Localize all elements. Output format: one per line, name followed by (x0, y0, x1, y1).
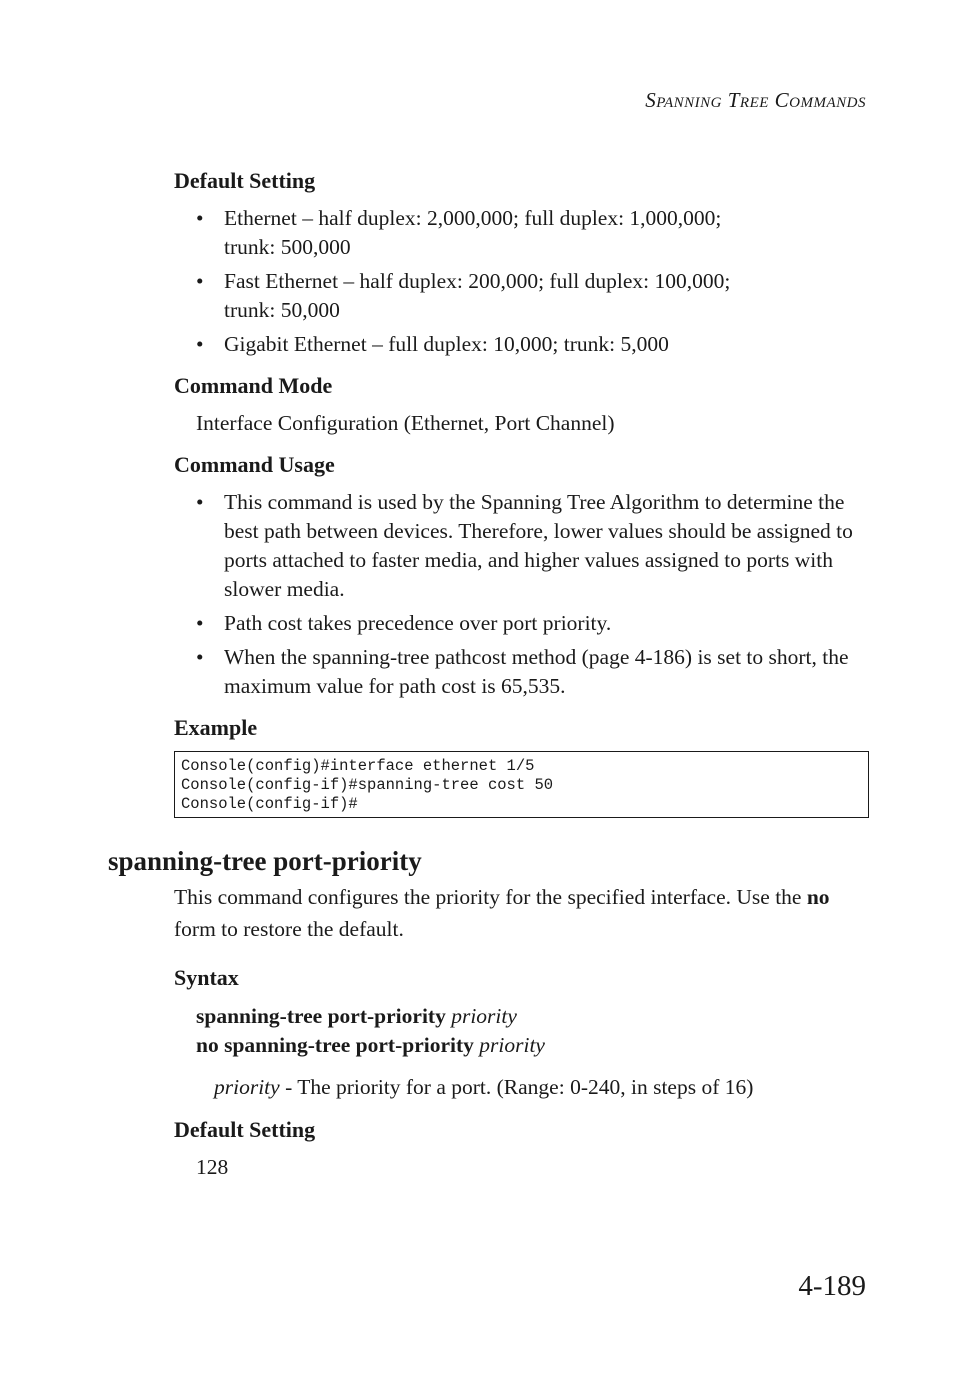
command-usage-list (196, 488, 868, 706)
list-item (196, 204, 876, 262)
bullet-icon: • (196, 332, 204, 356)
parameter-text: - The priority for a port. (Range: 0-240, in steps of 16) (279, 1075, 754, 1099)
parameter-description (214, 1073, 753, 1102)
syntax-line (196, 1031, 545, 1060)
section-intro (174, 881, 864, 945)
page-number: 4-189 (798, 1270, 866, 1302)
bullet-icon: • (196, 611, 204, 635)
intro-text: This command configures the priority for the specified interface. Use the (174, 885, 802, 909)
syntax-parameter: priority (479, 1033, 545, 1057)
parameter-name: priority (214, 1075, 280, 1099)
default-setting-heading: Default Setting (174, 1117, 316, 1142)
example-code-block (174, 751, 869, 818)
command-usage-heading: Command Usage (174, 452, 335, 477)
code-line: Console(config)#interface ethernet 1/5 (181, 757, 535, 775)
list-item (196, 488, 868, 604)
syntax-line (196, 1002, 517, 1031)
code-line: Console(config-if)#spanning-tree cost 50 (181, 776, 554, 794)
bullet-icon: • (196, 269, 204, 293)
list-item (196, 643, 868, 701)
default-setting-heading: Default Setting (174, 168, 316, 193)
syntax-command: spanning-tree port-priority (196, 1004, 446, 1028)
list-item-text: When the spanning-tree pathcost method (page 4-186) is set to short, the maximum value for path cost is 65,535. (224, 645, 849, 698)
default-setting-list (196, 204, 876, 364)
list-item-text: trunk: 50,000 (224, 298, 340, 322)
bullet-icon: • (196, 206, 204, 230)
syntax-parameter: priority (451, 1004, 517, 1028)
list-item-text: Fast Ethernet – half duplex: 200,000; full duplex: 100,000; (224, 269, 731, 293)
bullet-icon: • (196, 645, 204, 669)
list-item (196, 330, 876, 359)
bullet-icon: • (196, 490, 204, 514)
running-head: SPANNING TREE COMMANDS (645, 88, 866, 112)
list-item-text: Path cost takes precedence over port priority. (224, 611, 612, 635)
command-mode-heading: Command Mode (174, 373, 333, 398)
intro-no-keyword: no (806, 885, 830, 909)
code-line: Console(config-if)# (181, 795, 358, 813)
syntax-heading: Syntax (174, 965, 239, 990)
list-item-text: Gigabit Ethernet – full duplex: 10,000; trunk: 5,000 (224, 332, 669, 356)
command-mode-text: Interface Configuration (Ethernet, Port Channel) (196, 411, 615, 435)
list-item-text: Ethernet – half duplex: 2,000,000; full duplex: 1,000,000; (224, 206, 722, 230)
list-item (196, 267, 876, 325)
list-item (196, 609, 868, 638)
section-title: spanning-tree port-priority (108, 846, 422, 876)
example-heading: Example (174, 715, 258, 740)
default-value: 128 (196, 1155, 229, 1179)
intro-text: form to restore the default. (174, 917, 404, 941)
syntax-command: no spanning-tree port-priority (196, 1033, 474, 1057)
list-item-text: trunk: 500,000 (224, 235, 351, 259)
list-item-text: This command is used by the Spanning Tree Algorithm to determine the best path between devices. Therefore, lower values should be assigned to ports attached to faster media, and higher values assigned to ports with slower media. (224, 490, 853, 601)
